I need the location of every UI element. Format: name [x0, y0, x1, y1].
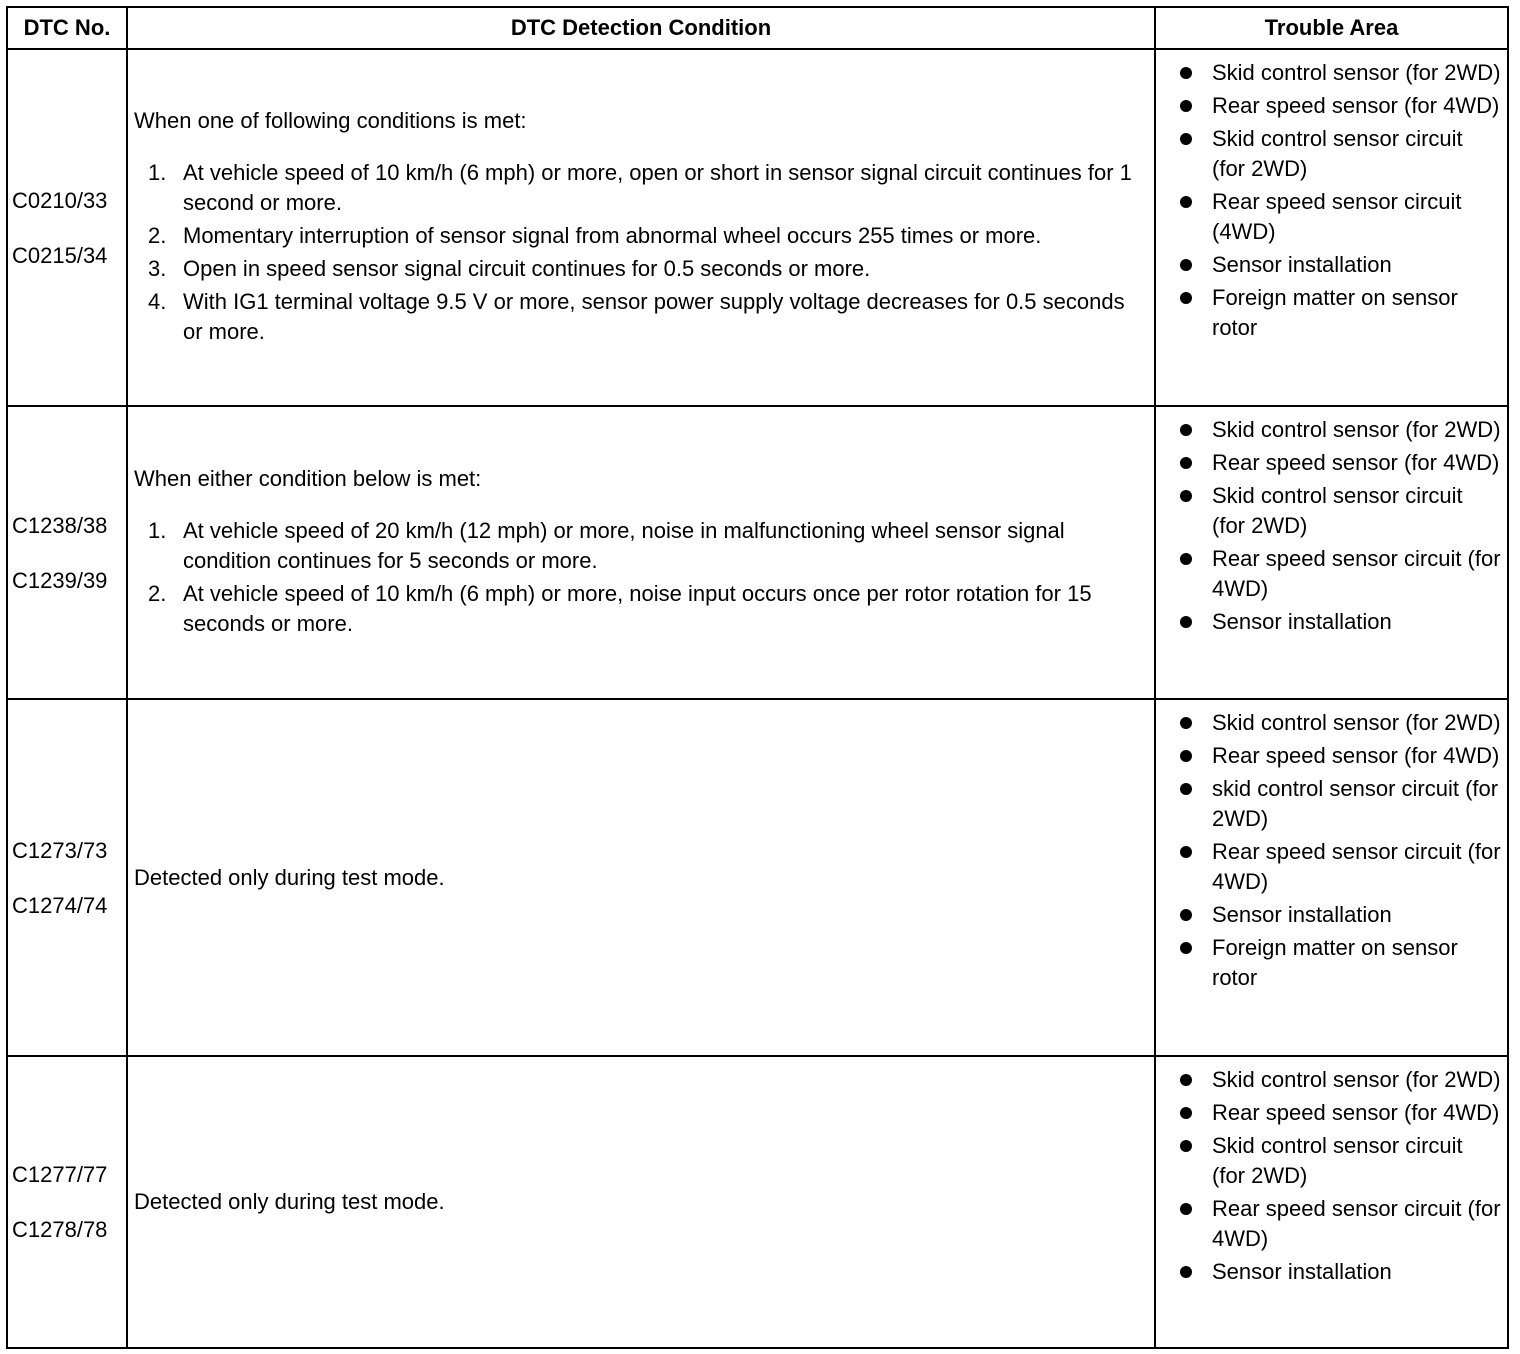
condition-item: [134, 579, 1146, 639]
table-row: [7, 699, 1508, 1056]
trouble-area-text: Skid control sensor circuit (for 2WD): [1212, 483, 1463, 538]
condition-intro: When either condition below is met:: [134, 465, 482, 491]
condition-number: 4.: [148, 288, 167, 314]
bullet-icon: [1180, 457, 1192, 469]
trouble-area-item: [1180, 837, 1501, 897]
trouble-area-item: [1180, 283, 1501, 343]
trouble-area-item: [1180, 448, 1501, 478]
condition-text: With IG1 terminal voltage 9.5 V or more, sensor power supply voltage decreases for 0.5 seconds or more.: [183, 288, 1125, 344]
condition-number: 2.: [148, 222, 167, 248]
dtc-code: C1274/74: [12, 892, 108, 918]
header-trouble-area: Trouble Area: [1155, 7, 1508, 49]
trouble-area-text: Rear speed sensor circuit (for 4WD): [1212, 839, 1501, 894]
trouble-area-list: [1180, 415, 1501, 637]
trouble-area-item: [1180, 250, 1501, 280]
trouble-area-item: [1180, 607, 1501, 637]
bullet-icon: [1180, 553, 1192, 565]
bullet-icon: [1180, 490, 1192, 502]
bullet-icon: [1180, 1107, 1192, 1119]
bullet-icon: [1180, 616, 1192, 628]
condition-list: [134, 516, 1146, 639]
condition-item: [134, 287, 1146, 347]
condition-number: 3.: [148, 255, 167, 281]
table-row: [7, 406, 1508, 699]
bullet-icon: [1180, 100, 1192, 112]
trouble-area-list: [1180, 708, 1501, 993]
trouble-area-text: Sensor installation: [1212, 609, 1392, 634]
dtc-code: C0215/34: [12, 242, 108, 268]
bullet-icon: [1180, 942, 1192, 954]
trouble-area-text: Foreign matter on sensor rotor: [1212, 285, 1458, 340]
table-body: [7, 49, 1508, 1348]
condition-intro: When one of following conditions is met:: [134, 107, 527, 133]
trouble-area-text: Sensor installation: [1212, 902, 1392, 927]
bullet-icon: [1180, 909, 1192, 921]
bullet-icon: [1180, 1140, 1192, 1152]
trouble-area-text: Sensor installation: [1212, 1259, 1392, 1284]
dtc-code: C1273/73: [12, 837, 108, 863]
condition-text: At vehicle speed of 20 km/h (12 mph) or more, noise in malfunctioning wheel sensor signal condition continues for 5 seconds or more.: [183, 517, 1065, 573]
trouble-area-list: [1180, 1065, 1501, 1287]
header-row: [7, 7, 1508, 49]
trouble-area-item: [1180, 58, 1501, 88]
condition-text: Momentary interruption of sensor signal from abnormal wheel occurs 255 times or more.: [183, 222, 1042, 248]
table-row: [7, 49, 1508, 406]
dtc-code: C1239/39: [12, 567, 108, 593]
trouble-area-cell: [1155, 406, 1508, 699]
detection-condition-cell: [127, 1056, 1155, 1348]
dtc-code: C1238/38: [12, 512, 108, 538]
bullet-icon: [1180, 717, 1192, 729]
condition-number: 1.: [148, 159, 167, 185]
trouble-area-text: Rear speed sensor (for 4WD): [1212, 450, 1500, 475]
trouble-area-item: [1180, 900, 1501, 930]
trouble-area-item: [1180, 708, 1501, 738]
bullet-icon: [1180, 1203, 1192, 1215]
trouble-area-item: [1180, 1131, 1501, 1191]
dtc-number-cell: [7, 1056, 127, 1348]
trouble-area-text: skid control sensor circuit (for 2WD): [1212, 776, 1499, 831]
trouble-area-text: Skid control sensor circuit (for 2WD): [1212, 1133, 1463, 1188]
dtc-number-cell: [7, 49, 127, 406]
detection-condition-cell: [127, 699, 1155, 1056]
trouble-area-text: Rear speed sensor (for 4WD): [1212, 1100, 1500, 1125]
bullet-icon: [1180, 424, 1192, 436]
trouble-area-item: [1180, 481, 1501, 541]
condition-list: [134, 158, 1146, 347]
trouble-area-item: [1180, 1065, 1501, 1095]
trouble-area-item: [1180, 741, 1501, 771]
trouble-area-cell: [1155, 49, 1508, 406]
condition-number: 1.: [148, 517, 167, 543]
trouble-area-item: [1180, 544, 1501, 604]
trouble-area-text: Skid control sensor (for 2WD): [1212, 60, 1501, 85]
trouble-area-text: Skid control sensor (for 2WD): [1212, 1067, 1501, 1092]
trouble-area-text: Rear speed sensor circuit (4WD): [1212, 189, 1462, 244]
bullet-icon: [1180, 1074, 1192, 1086]
bullet-icon: [1180, 133, 1192, 145]
trouble-area-text: Skid control sensor (for 2WD): [1212, 710, 1501, 735]
trouble-area-item: [1180, 1257, 1501, 1287]
trouble-area-text: Skid control sensor circuit (for 2WD): [1212, 126, 1463, 181]
condition-item: [134, 158, 1146, 218]
trouble-area-list: [1180, 58, 1501, 343]
trouble-area-item: [1180, 124, 1501, 184]
condition-intro: Detected only during test mode.: [134, 1189, 445, 1214]
condition-text: Open in speed sensor signal circuit continues for 0.5 seconds or more.: [183, 255, 871, 281]
trouble-area-text: Sensor installation: [1212, 252, 1392, 277]
trouble-area-text: Rear speed sensor (for 4WD): [1212, 743, 1500, 768]
trouble-area-item: [1180, 774, 1501, 834]
condition-item: [134, 254, 1146, 284]
detection-condition-cell: [127, 406, 1155, 699]
bullet-icon: [1180, 1266, 1192, 1278]
condition-item: [134, 516, 1146, 576]
condition-text: At vehicle speed of 10 km/h (6 mph) or more, noise input occurs once per rotor rotation for 15 seconds or more.: [183, 580, 1092, 636]
dtc-table: [6, 6, 1509, 1349]
trouble-area-cell: [1155, 699, 1508, 1056]
header-detection-condition: DTC Detection Condition: [127, 7, 1155, 49]
trouble-area-item: [1180, 415, 1501, 445]
dtc-number-cell: [7, 406, 127, 699]
trouble-area-text: Foreign matter on sensor rotor: [1212, 935, 1458, 990]
trouble-area-item: [1180, 933, 1501, 993]
trouble-area-text: Rear speed sensor circuit (for 4WD): [1212, 1196, 1501, 1251]
trouble-area-text: Rear speed sensor (for 4WD): [1212, 93, 1500, 118]
trouble-area-item: [1180, 1194, 1501, 1254]
bullet-icon: [1180, 259, 1192, 271]
trouble-area-item: [1180, 187, 1501, 247]
detection-condition-cell: [127, 49, 1155, 406]
bullet-icon: [1180, 783, 1192, 795]
condition-item: [134, 221, 1146, 251]
table-row: [7, 1056, 1508, 1348]
condition-number: 2.: [148, 580, 167, 606]
bullet-icon: [1180, 292, 1192, 304]
header-dtc-no: DTC No.: [7, 7, 127, 49]
condition-text: At vehicle speed of 10 km/h (6 mph) or more, open or short in sensor signal circuit continues for 1 second or more.: [183, 159, 1132, 215]
dtc-code: C1277/77: [12, 1162, 108, 1187]
condition-intro: Detected only during test mode.: [134, 864, 445, 890]
trouble-area-text: Rear speed sensor circuit (for 4WD): [1212, 546, 1501, 601]
trouble-area-text: Skid control sensor (for 2WD): [1212, 417, 1501, 442]
bullet-icon: [1180, 750, 1192, 762]
trouble-area-item: [1180, 1098, 1501, 1128]
trouble-area-cell: [1155, 1056, 1508, 1348]
bullet-icon: [1180, 67, 1192, 79]
bullet-icon: [1180, 846, 1192, 858]
bullet-icon: [1180, 196, 1192, 208]
dtc-number-cell: [7, 699, 127, 1056]
trouble-area-item: [1180, 91, 1501, 121]
dtc-code: C0210/33: [12, 187, 108, 213]
dtc-code: C1278/78: [12, 1217, 108, 1242]
